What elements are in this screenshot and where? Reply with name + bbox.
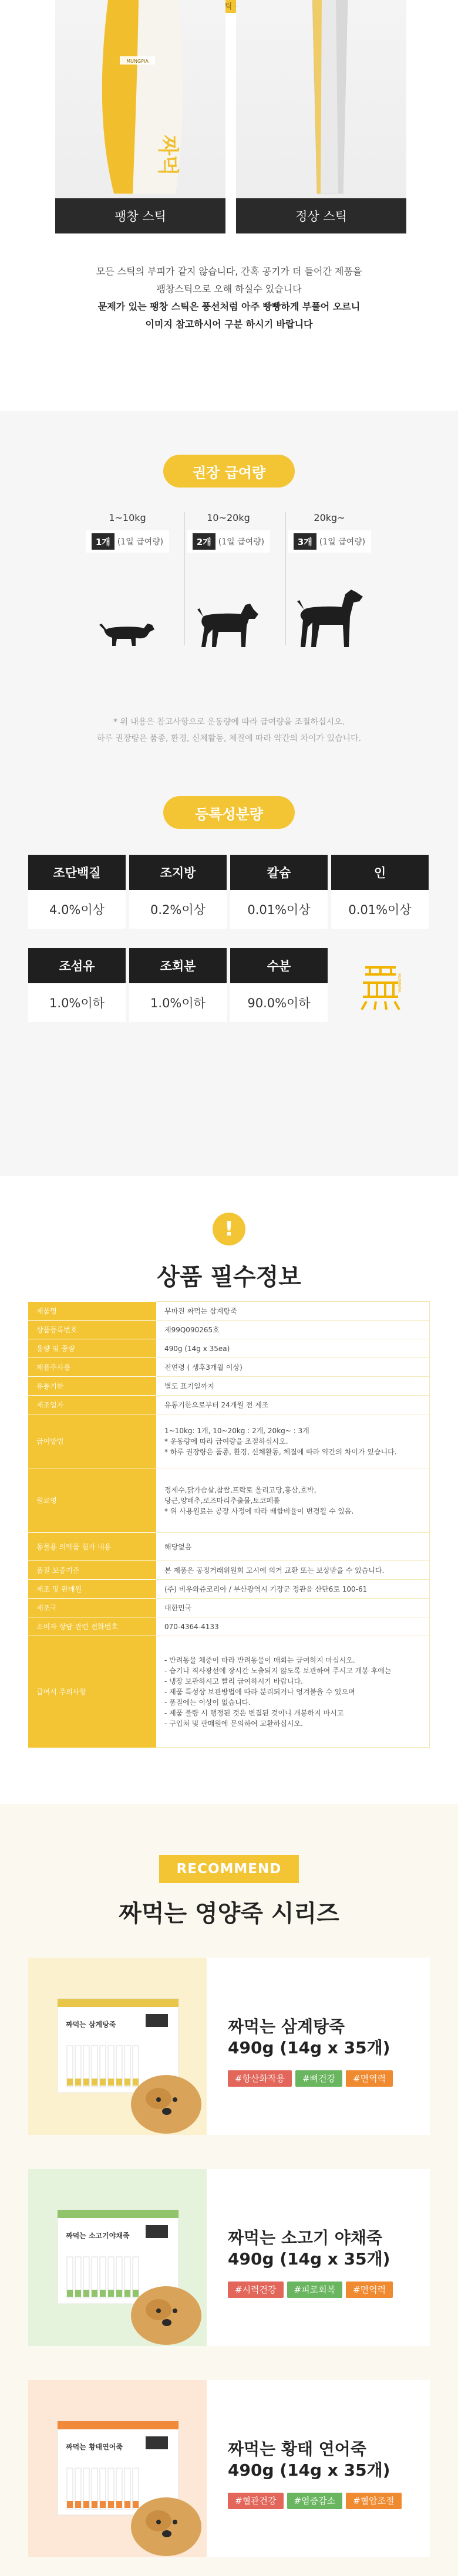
dosage-column-small — [84, 507, 171, 649]
hashtag-badge: #피로회복 — [287, 2281, 343, 2298]
info-label: 동물용 의약품 첨가 내용 — [28, 1533, 156, 1561]
info-value-line: 유통기한으로부터 24개월 전 제조 — [164, 1400, 269, 1409]
info-row — [28, 1468, 430, 1533]
component-name: 조섬유 — [28, 948, 126, 983]
info-value-line: 전연령 ( 생후3개월 이상) — [164, 1363, 243, 1372]
info-value-line: 070-4364-4133 — [164, 1622, 219, 1631]
product-name-line: 짜먹는 소고기 야채죽 — [228, 2228, 382, 2247]
component-cell — [331, 855, 429, 929]
components-section — [0, 789, 458, 1176]
info-value — [156, 1468, 430, 1533]
hashtag-badge: #면역력 — [346, 2070, 393, 2087]
component-cell — [28, 855, 126, 929]
component-name: 조회분 — [129, 948, 227, 983]
product-thumbnail — [28, 1958, 207, 2135]
info-value — [156, 1599, 430, 1617]
hashtag-badge: #시력건강 — [228, 2281, 284, 2298]
info-value-line: * 운동량에 따라 급여량을 조절하십시오. — [164, 1437, 288, 1446]
info-value — [156, 1414, 430, 1468]
product-info-title: 상품 필수정보 — [157, 1264, 301, 1291]
dachshund-icon — [98, 612, 157, 649]
product-weight-line: 490g (14g x 35개) — [228, 2249, 390, 2269]
info-label: 유통기한 — [28, 1377, 156, 1396]
info-label: 품질 보증기준 — [28, 1561, 156, 1580]
recommend-title: 짜먹는 영양죽 시리즈 — [119, 1900, 339, 1927]
component-cell — [230, 948, 328, 1022]
component-value: 1.0%이하 — [28, 983, 126, 1022]
info-value — [156, 1377, 430, 1396]
info-row — [28, 1580, 430, 1599]
dosage-footnote — [0, 714, 458, 747]
info-row — [28, 1358, 430, 1377]
hashtag-badge: #염증감소 — [287, 2493, 343, 2509]
info-value-line: 해당없음 — [164, 1542, 192, 1551]
notice-line-3: 문제가 있는 팽창 스틱은 풍선처럼 아주 빵빵하게 부풀어 오르니 — [97, 301, 361, 312]
component-value: 0.2%이상 — [129, 890, 227, 929]
product-card[interactable] — [28, 1958, 430, 2135]
product-tags — [228, 2493, 416, 2509]
info-value — [156, 1580, 430, 1599]
info-value-line: (주) 비우와쥬코리아 / 부산광역시 기장군 정관읍 산단6로 100-61 — [164, 1585, 368, 1593]
product-tags — [228, 2070, 416, 2087]
info-value — [156, 1339, 430, 1358]
component-name: 칼슘 — [230, 855, 328, 890]
info-value-line: 제99Q090265호 — [164, 1325, 220, 1334]
product-weight-line: 490g (14g x 35개) — [228, 2038, 390, 2057]
component-value: 0.01%이상 — [331, 890, 429, 929]
brand-stamp-icon — [359, 963, 402, 1019]
info-value — [156, 1617, 430, 1636]
dose-amount: 2개 — [193, 533, 215, 550]
component-cell — [28, 948, 126, 1022]
info-value — [156, 1636, 430, 1748]
caution-item: - 구입처 및 판매원에 문의하여 교환하십시오. — [164, 1718, 421, 1729]
hashtag-badge: #혈관건강 — [228, 2493, 284, 2509]
hashtag-badge: #면역력 — [346, 2281, 393, 2298]
component-cell — [129, 948, 227, 1022]
pack-title: 짜먹 — [156, 135, 180, 176]
info-label: 상품등록번호 — [28, 1321, 156, 1339]
weight-range: 10~20kg — [207, 512, 250, 523]
info-row-caution — [28, 1636, 430, 1748]
bull-terrier-icon — [196, 599, 261, 649]
notice-line-2: 팽창스틱으로 오해 하실수 있습니다 — [156, 283, 302, 295]
info-row — [28, 1561, 430, 1580]
product-name — [228, 2439, 390, 2481]
caution-item: - 제품 특성상 보관방법에 따라 분리되거나 엉겨붙을 수 있으며 — [164, 1687, 421, 1697]
info-value-line: 당근,양배추,로즈마리추출물,토코페롤 — [164, 1496, 280, 1505]
product-thumbnail — [28, 2169, 207, 2346]
info-value — [156, 1561, 430, 1580]
dosage-title: 권장 급여량 — [163, 455, 295, 488]
dose-note: (1일 급여량) — [218, 537, 265, 547]
stick-comparison-section — [0, 0, 458, 411]
component-value: 0.01%이상 — [230, 890, 328, 929]
caution-item: - 반려동물 체중이 따라 반려동물이 매회는 급여하지 마십시오. — [164, 1655, 421, 1666]
product-name-line: 짜먹는 삼계탕죽 — [228, 2017, 345, 2036]
svg-text:짜먹는 삼계탕죽: 짜먹는 삼계탕죽 — [66, 2020, 116, 2029]
dosage-column-medium — [185, 507, 272, 649]
pack-logo: MUNGPIA — [126, 59, 149, 64]
component-name: 조단백질 — [28, 855, 126, 890]
stick-notice — [0, 263, 458, 333]
dosage-column-large — [286, 507, 373, 649]
component-value: 4.0%이상 — [28, 890, 126, 929]
component-name: 수분 — [230, 948, 328, 983]
dose-box — [288, 530, 371, 553]
dose-box — [187, 530, 270, 553]
dosage-section — [0, 411, 458, 789]
component-cell — [230, 855, 328, 929]
dose-note: (1일 급여량) — [117, 537, 164, 547]
component-name: 조지방 — [129, 855, 227, 890]
product-card[interactable] — [28, 2380, 430, 2557]
info-row — [28, 1339, 430, 1358]
info-label: 급여시 주의사항 — [28, 1636, 156, 1748]
product-info-table — [28, 1301, 430, 1748]
components-title: 등록성분량 — [163, 796, 295, 829]
info-label: 제조일자 — [28, 1396, 156, 1414]
info-value-line: 정제수,닭가슴살,찹쌀,프락토 올리고당,홍삼,호박, — [164, 1485, 316, 1494]
dose-amount: 1개 — [92, 533, 114, 550]
weight-range: 20kg~ — [314, 512, 345, 523]
info-row — [28, 1533, 430, 1561]
info-row — [28, 1414, 430, 1468]
info-value — [156, 1533, 430, 1561]
product-name — [228, 2228, 390, 2270]
info-value-line: 1~10kg: 1개, 10~20kg : 2개, 20kg~ : 3개 — [164, 1426, 309, 1435]
swollen-stick-photo — [55, 0, 225, 233]
weight-range: 1~10kg — [109, 512, 146, 523]
notice-line-1: 모든 스틱의 부피가 같지 않습니다, 간혹 공기가 더 들어간 제품을 — [96, 266, 362, 277]
svg-text:짜먹는 소고기야채죽: 짜먹는 소고기야채죽 — [66, 2232, 130, 2240]
caution-item: - 제품 불량 시 행정된 것은 변질된 것이니 개봉하지 마시고 — [164, 1708, 421, 1718]
hashtag-badge: #뼈건강 — [295, 2070, 342, 2087]
swollen-stick-label: 팽창 스틱 — [55, 198, 225, 233]
info-row — [28, 1599, 430, 1617]
dose-box — [86, 530, 169, 553]
info-value-line: * 하루 권장량은 품종, 환경, 신체활동, 체질에 따라 약간의 차이가 있습니다. — [164, 1447, 397, 1456]
large-dog-icon — [295, 584, 364, 649]
footnote-line-2: 하루 권장량은 품종, 환경, 신체활동, 체질에 따라 약간의 차이가 있습니다. — [96, 734, 362, 743]
component-value: 90.0%이하 — [230, 983, 328, 1022]
info-row — [28, 1396, 430, 1414]
hashtag-badge: #혈압조절 — [346, 2493, 402, 2509]
product-thumbnail — [28, 2380, 207, 2557]
caution-item: - 냉장 보관하시고 빨리 급여하시기 바랍니다. — [164, 1676, 421, 1687]
caution-item: - 습기나 직사광선에 장시간 노출되지 않도록 보관하여 주시고 개봉 후에는 — [164, 1666, 421, 1676]
dose-note: (1일 급여량) — [319, 537, 366, 547]
product-name — [228, 2016, 390, 2059]
info-label: 원료명 — [28, 1468, 156, 1533]
info-value — [156, 1302, 430, 1321]
product-card[interactable] — [28, 2169, 430, 2346]
dose-amount: 3개 — [294, 533, 316, 550]
info-label: 급여방법 — [28, 1414, 156, 1468]
info-row — [28, 1377, 430, 1396]
caution-item: - 품질에는 이상이 없습니다. — [164, 1697, 421, 1708]
normal-stick-label: 정상 스틱 — [236, 198, 406, 233]
info-label: 제조 및 판매원 — [28, 1580, 156, 1599]
product-info-section — [0, 1176, 458, 1804]
component-name: 인 — [331, 855, 429, 890]
info-label: 소비자 상담 관련 전화번호 — [28, 1617, 156, 1636]
info-row — [28, 1302, 430, 1321]
info-value — [156, 1396, 430, 1414]
normal-stick-photo — [236, 0, 406, 233]
info-value-line: 별도 표기일까지 — [164, 1382, 214, 1390]
component-value: 1.0%이하 — [129, 983, 227, 1022]
info-value-line: 본 제품은 공정거래위원회 고시에 의거 교환 또는 보상받을 수 있습니다. — [164, 1566, 385, 1575]
info-row — [28, 1617, 430, 1636]
exclamation-icon: ! — [213, 1213, 245, 1245]
product-name-line: 짜먹는 황태 연어죽 — [228, 2439, 366, 2459]
swollen-pack-image — [96, 0, 184, 194]
info-value-line: 대한민국 — [164, 1603, 192, 1612]
normal-pack-image — [277, 0, 365, 194]
info-value-line: 490g (14g x 35ea) — [164, 1344, 230, 1353]
component-cell — [129, 855, 227, 929]
stamp-text: MUNGPIA — [397, 973, 402, 993]
recommend-section — [0, 1804, 458, 2576]
notice-line-4: 이미지 참고하시어 구분 하시기 바랍니다 — [145, 319, 313, 330]
footnote-line-1: * 위 내용은 참고사항으로 운동량에 따라 급여량을 조절하십시오. — [113, 717, 345, 727]
info-label: 제품주사용 — [28, 1358, 156, 1377]
info-value-line: 무마진 짜먹는 삼계탕죽 — [164, 1306, 237, 1315]
product-tags — [228, 2281, 416, 2298]
info-value — [156, 1358, 430, 1377]
info-value-line: * 위 사용원료는 공장 사정에 따라 배합비율이 변경될 수 있음. — [164, 1507, 354, 1515]
hashtag-badge: #항산화작용 — [228, 2070, 292, 2087]
recommend-tag: RECOMMEND — [159, 1855, 299, 1883]
product-weight-line: 490g (14g x 35개) — [228, 2460, 390, 2480]
info-label: 제품명 — [28, 1302, 156, 1321]
info-value — [156, 1321, 430, 1339]
svg-text:짜먹는 황태연어죽: 짜먹는 황태연어죽 — [66, 2443, 123, 2451]
info-label: 용량 및 중량 — [28, 1339, 156, 1358]
caution-list — [164, 1655, 421, 1729]
info-label: 제조국 — [28, 1599, 156, 1617]
info-row — [28, 1321, 430, 1339]
